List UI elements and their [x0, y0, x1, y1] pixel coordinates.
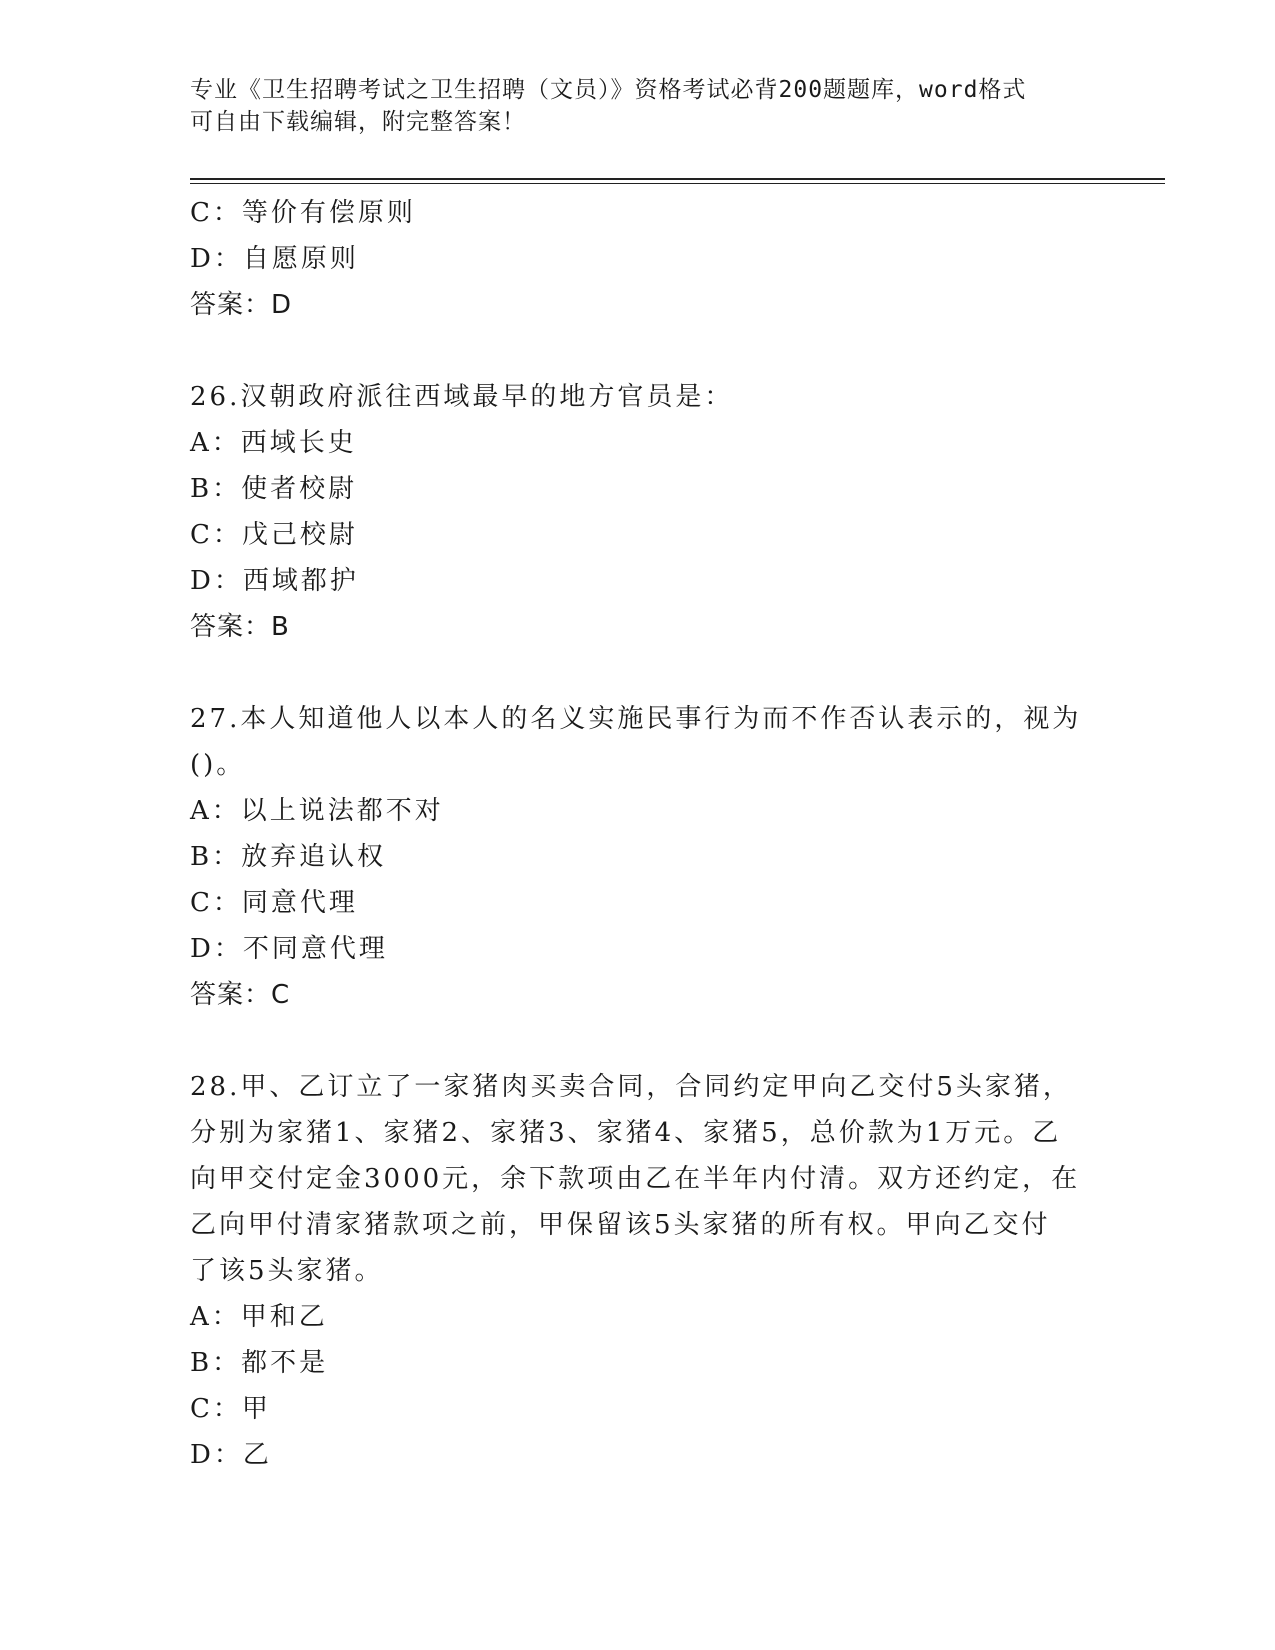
question-28-text-line-4: 乙向甲付清家猪款项之前，甲保留该5头家猪的所有权。甲向乙交付: [190, 1210, 1051, 1240]
header-divider-thin: [190, 183, 1165, 184]
question-28-text-line-1: 28.甲、乙订立了一家猪肉买卖合同，合同约定甲向乙交付5头家猪，: [190, 1072, 1072, 1102]
question-25-option-c: C：等价有偿原则: [190, 198, 416, 228]
question-27-text-line-1: 27.本人知道他人以本人的名义实施民事行为而不作否认表示的，视为: [190, 704, 1082, 734]
header-title-line-2: 可自由下载编辑，附完整答案！: [190, 109, 526, 135]
question-25-answer: 答案：D: [190, 290, 293, 320]
question-27-option-b: B：放弃追认权: [190, 842, 387, 872]
question-list: [190, 190, 1090, 1478]
question-26-option-c: C：戊己校尉: [190, 520, 358, 550]
spacer: [190, 650, 1090, 696]
question-26-block: [190, 374, 1090, 650]
header-title-line-1: 专业《卫生招聘考试之卫生招聘（文员）》资格考试必背200题题库，word格式: [190, 77, 1027, 103]
question-26-option-b: B：使者校尉: [190, 474, 358, 504]
question-25-block: [190, 190, 1090, 328]
question-27-text-line-2: ()。: [190, 750, 246, 780]
question-28-option-d: D：乙: [190, 1440, 272, 1470]
question-27-option-d: D：不同意代理: [190, 934, 388, 964]
question-28-text-line-3: 向甲交付定金3000元，余下款项由乙在半年内付清。双方还约定，在: [190, 1164, 1081, 1194]
spacer: [190, 328, 1090, 374]
question-25-option-d: D：自愿原则: [190, 244, 359, 274]
question-28-option-b: B：都不是: [190, 1348, 329, 1378]
question-28-option-c: C：甲: [190, 1394, 271, 1424]
question-28-text-line-5: 了该5头家猪。: [190, 1256, 384, 1286]
document-header: [190, 74, 1090, 138]
question-26-option-a: A：西域长史: [190, 428, 357, 458]
question-27-option-c: C：同意代理: [190, 888, 358, 918]
question-28-block: [190, 1064, 1090, 1478]
question-27-block: [190, 696, 1090, 1018]
question-27-option-a: A：以上说法都不对: [190, 796, 444, 826]
question-26-text: 26.汉朝政府派往西域最早的地方官员是：: [190, 382, 734, 412]
question-28-option-a: A：甲和乙: [190, 1302, 328, 1332]
header-divider-thick: [190, 178, 1165, 180]
question-26-answer: 答案：B: [190, 612, 290, 642]
spacer: [190, 1018, 1090, 1064]
question-26-option-d: D：西域都护: [190, 566, 359, 596]
question-27-answer: 答案：C: [190, 980, 291, 1010]
question-28-text-line-2: 分别为家猪1、家猪2、家猪3、家猪4、家猪5，总价款为1万元。乙: [190, 1118, 1062, 1148]
